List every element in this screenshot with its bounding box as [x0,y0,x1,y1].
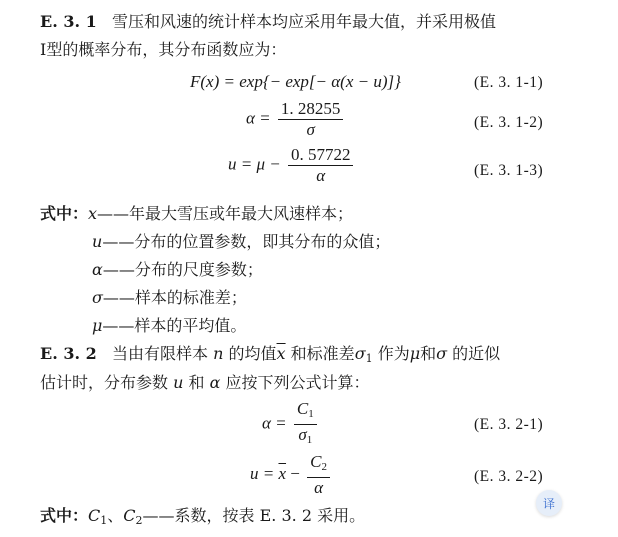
equation-e32-2: $u = \overline{x}$ − $\frac{C_2}{\alpha}$ [250,453,333,497]
section-label-e32: E. 3. 2 [40,344,97,363]
section-label-e31: E. 3. 1 [40,12,97,31]
definition-row: u——分布的位置参数，即其分布的众值； [92,232,391,251]
fraction: $\frac{1. 28255}{\sigma}$ [278,100,344,139]
paragraph-e32-line1: E. 3. 2 当由有限样本 n 的均值$\overline{x}$ 和标准差$\sigma_1$ 作为μ和σ 的近似 [40,344,501,365]
text: Ⅰ型的概率分布，其分布函数应为： [40,40,287,59]
paragraph-e31-line2 [40,40,286,60]
equation-number: (E. 3. 1-1) [474,74,544,91]
equation-number: (E. 3. 1-2) [474,114,544,131]
equation-e31-1: F(x) = exp{− exp[− α(x − u)]} [190,72,401,91]
paragraph-e31-line1 [40,12,496,32]
fraction: $\frac{C_1}{\sigma_1}$ [294,400,317,449]
equation-e31-3: u = μ − $\frac{0. 57722}{\alpha}$ [228,146,356,185]
fraction: $\frac{C_2}{\alpha}$ [307,453,330,497]
definition-row: α——分布的尺度参数； [92,260,263,279]
definition-row: σ——样本的标准差； [92,288,247,307]
equation-number: (E. 3. 2-1) [474,416,544,433]
translate-icon[interactable]: 译 [536,490,562,516]
definition-row: 式中：x——年最大雪压或年最大风速样本； [40,204,354,223]
equation-number: (E. 3. 1-3) [474,162,544,179]
definition-row: μ——样本的平均值。 [92,316,247,335]
equation-number: (E. 3. 2-2) [474,468,544,485]
equation-e32-1: α = $\frac{C_1}{\sigma_1}$ [262,400,320,449]
footer-line: 式中：$C_1$、$C_2——$系数，按表 E. 3. 2 采用。 [40,506,366,527]
equation-e31-2: α = $\frac{1. 28255}{\sigma}$ [246,100,346,139]
text: 雪压和风速的统计样本均应采用年最大值，并采用极值 [112,12,497,31]
paragraph-e32-line2: 估计时，分布参数 u 和 α 应按下列公式计算： [40,373,370,392]
fraction: $\frac{0. 57722}{\alpha}$ [288,146,354,185]
